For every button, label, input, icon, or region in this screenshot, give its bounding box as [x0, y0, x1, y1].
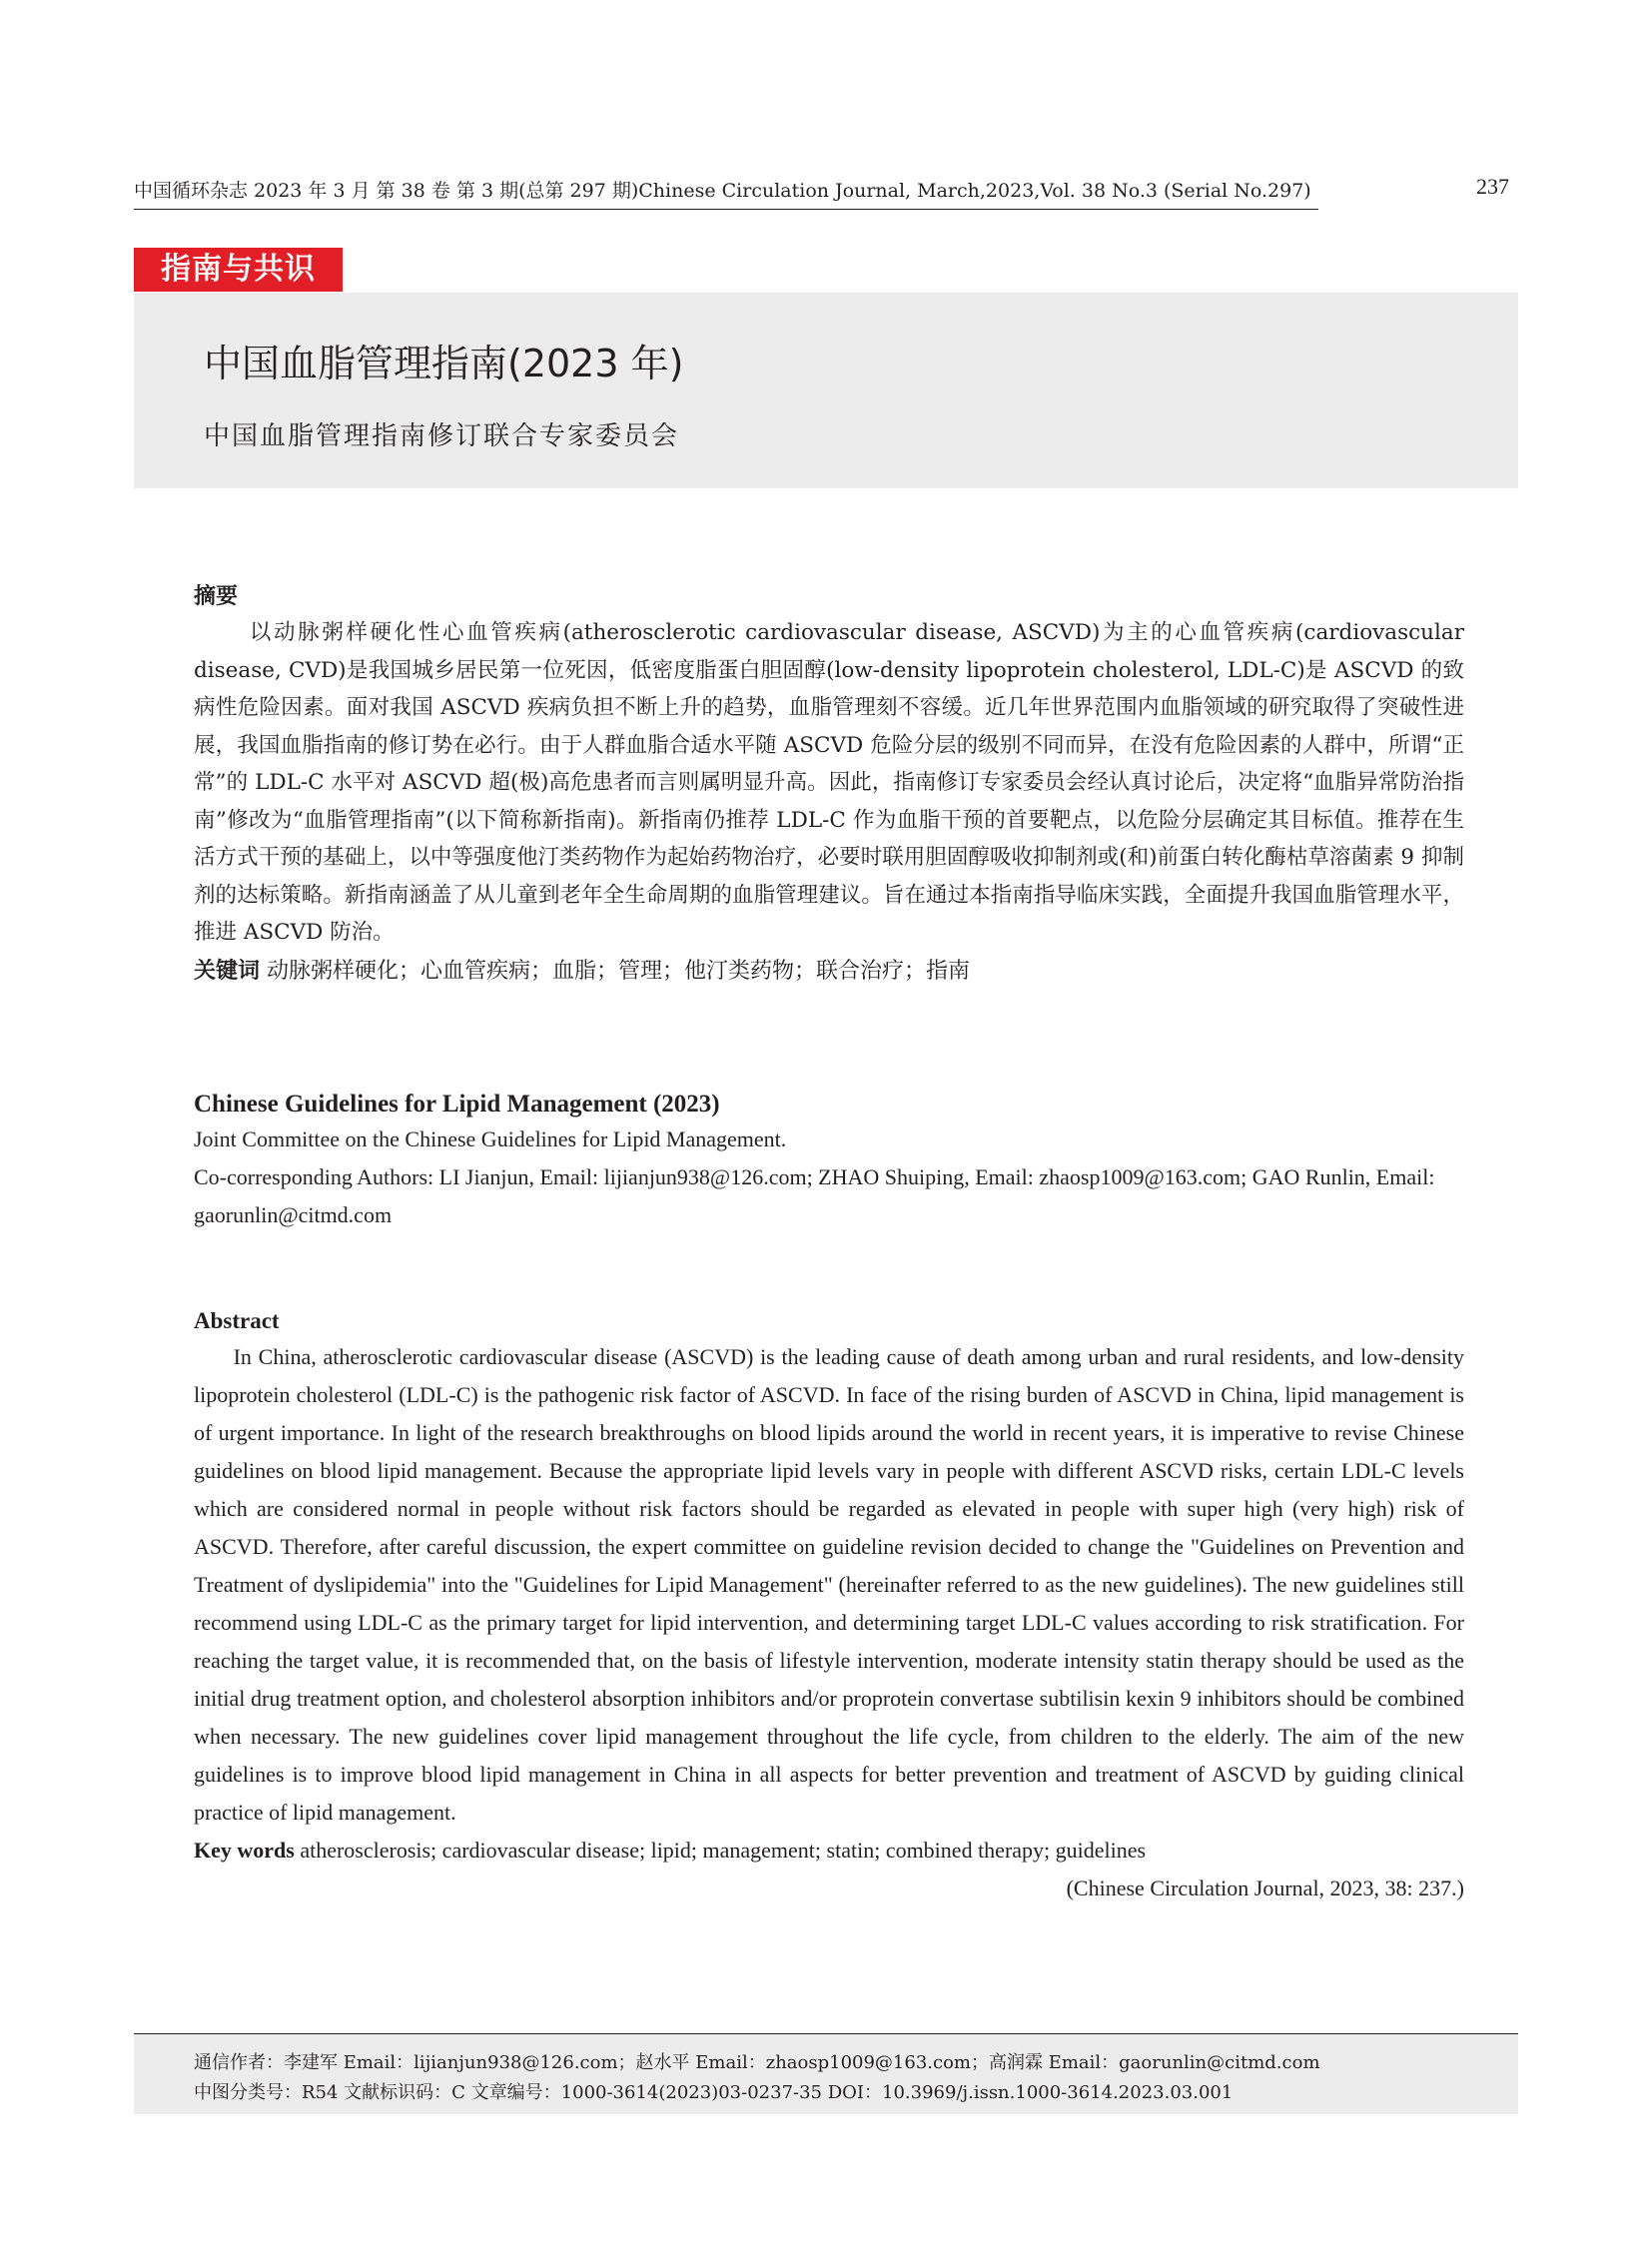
article-title: 中国血脂管理指南(2023 年) [204, 342, 684, 385]
keywords-cn [194, 954, 1464, 990]
keywords-en [194, 1832, 1464, 1870]
english-corresponding: Co-corresponding Authors: LI Jianjun, Email: lijianjun938@126.com; ZHAO Shuiping, Email: zhaosp1009@163.com; GAO Runlin, Email: gaorunlin@citmd.com [194, 1164, 1435, 1227]
footer-classification: 中图分类号：R54 文献标识码：C 文章编号：1000-3614(2023)03-0237-35 DOI：10.3969/j.issn.1000-3614.2023.03.001 [194, 2082, 1234, 2103]
section-tag: 指南与共识 [134, 248, 343, 292]
keywords-en-list: atherosclerosis; cardiovascular disease; lipid; management; statin; combined therapy; guidelines [300, 1838, 1147, 1863]
abstract-en-heading: Abstract [194, 1308, 280, 1333]
keywords-en-label: Key words [194, 1838, 295, 1863]
abstract-en-body: In China, atherosclerotic cardiovascular disease (ASCVD) is the leading cause of death among urban and rural residents, and low-density lipoprotein cholesterol (LDL-C) is the pathogenic risk factor of ASCVD. In face of the rising burden of ASCVD in China, lipid management is of urgent importance. In light of the research breakthroughs on blood lipids around the world in recent years, it is imperative to revise Chinese guidelines on blood lipid management. Because the appropriate lipid levels vary in people with different ASCVD risks, certain LDL-C levels which are considered normal in people without risk factors should be regarded as elevated in people with super high (very high) risk of ASCVD. Therefore, after careful discussion, the expert committee on guideline revision decided to change the "Guidelines on Prevention and Treatment of dyslipidemia" into the "Guidelines for Lipid Management" (hereinafter referred to as the new guidelines). The new guidelines still recommend using LDL-C as the primary target for lipid intervention, and determining target LDL-C values according to risk stratification. For reaching the target value, it is recommended that, on the basis of lifestyle intervention, moderate intensity statin therapy should be used as the initial drug treatment option, and cholesterol absorption inhibitors and/or proprotein convertase subtilisin kexin 9 inhibitors should be combined when necessary. The new guidelines cover lipid management throughout the life cycle, from children to the elderly. The aim of the new guidelines is to improve blood lipid management in China in all aspects for better prevention and treatment of ASCVD by guiding clinical practice of lipid management. [194, 1344, 1464, 1825]
abstract-cn [194, 579, 1464, 990]
page-number: 237 [1476, 174, 1509, 199]
abstract-en [194, 1308, 1464, 1907]
abstract-cn-heading: 摘要 [194, 584, 239, 609]
english-committee: Joint Committee on the Chinese Guidelines for Lipid Management. [194, 1126, 787, 1151]
keywords-cn-list: 动脉粥样硬化；心血管疾病；血脂；管理；他汀类药物；联合治疗；指南 [267, 958, 971, 984]
footer-correspondence: 通信作者：李建军 Email：lijianjun938@126.com；赵水平 Email：zhaosp1009@163.com；高润霖 Email：gaorunlin@citmd.com [194, 2052, 1320, 2073]
english-title: Chinese Guidelines for Lipid Management (2023) [194, 1091, 720, 1118]
running-header: 中国循环杂志 2023 年 3 月 第 38 卷 第 3 期(总第 297 期)Chinese Circulation Journal, March,2023,Vol. 38 No.3 (Serial No.297) [134, 176, 1318, 210]
title-panel [134, 293, 1518, 488]
abstract-cn-body: 以动脉粥样硬化性心血管疾病(atherosclerotic cardiovascular disease, ASCVD)为主的心血管疾病(cardiovascular disease, CVD)是我国城乡居民第一位死因，低密度脂蛋白胆固醇(low-density lipoprotein cholesterol, LDL-C)是 ASCVD 的致病性危险因素。面对我国 ASCVD 疾病负担不断上升的趋势，血脂管理刻不容缓。近几年世界范围内血脂领域的研究取得了突破性进展，我国血脂指南的修订势在必行。由于人群血脂合适水平随 ASCVD 危险分层的级别不同而异，在没有危险因素的人群中，所谓“正常”的 LDL-C 水平对 ASCVD 超(极)高危患者而言则属明显升高。因此，指南修订专家委员会经认真讨论后，决定将“血脂异常防治指南”修改为“血脂管理指南”(以下简称新指南)。新指南仍推荐 LDL-C 作为血脂干预的首要靶点，以危险分层确定其目标值。推荐在生活方式干预的基础上，以中等强度他汀类药物作为起始药物治疗，必要时联用胆固醇吸收抑制剂或(和)前蛋白转化酶枯草溶菌素 9 抑制剂的达标策略。新指南涵盖了从儿童到老年全生命周期的血脂管理建议。旨在通过本指南指导临床实践，全面提升我国血脂管理水平，推进 ASCVD 防治。 [194, 620, 1464, 945]
keywords-cn-label: 关键词 [194, 958, 261, 984]
author-group-cn: 中国血脂管理指南修订联合专家委员会 [204, 421, 680, 451]
citation: (Chinese Circulation Journal, 2023, 38: 237.) [1066, 1875, 1464, 1900]
english-front-matter [194, 1091, 1464, 1234]
footer-panel [134, 2033, 1518, 2114]
